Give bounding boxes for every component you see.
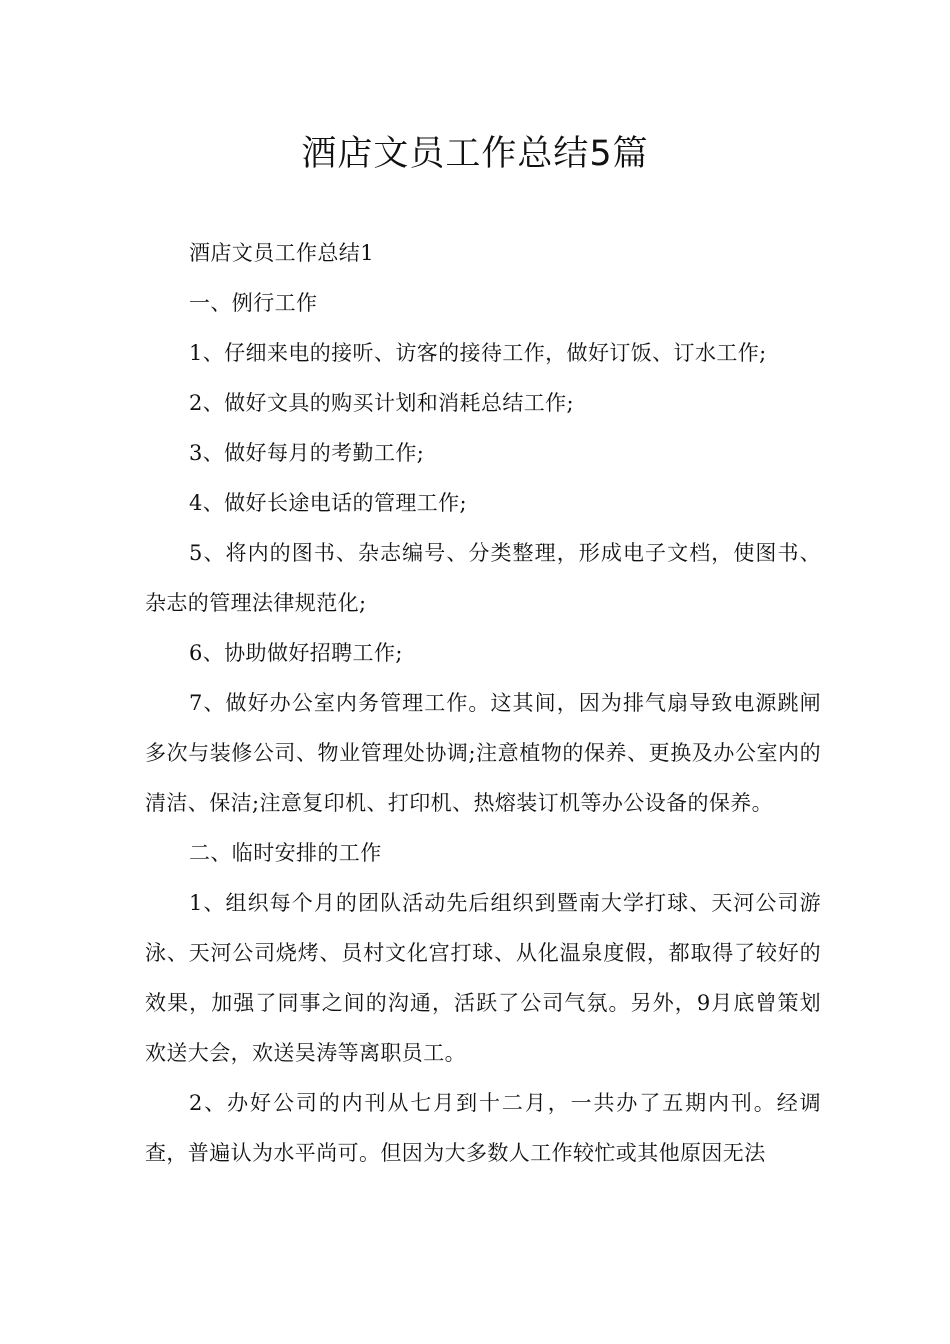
paragraph: 6、协助做好招聘工作; [189, 641, 403, 665]
paragraph: 2、办好公司的内刊从七月到十二月，一共办了五期内刊。经调查，普遍认为水平尚可。但因为大多数人工作较忙或其他原因无法 [145, 1091, 821, 1165]
section-heading: 酒店文员工作总结1 [189, 241, 374, 265]
paragraph: 1、组织每个月的团队活动先后组织到暨南大学打球、天河公司游泳、天河公司烧烤、员村文化宫打球、从化温泉度假，都取得了较好的效果，加强了同事之间的沟通，活跃了公司气氛。另外，9月底曾策划欢送大会，欢送吴涛等离职员工。 [145, 891, 821, 1065]
document-body [145, 228, 821, 1178]
paragraph: 7、做好办公室内务管理工作。这其间，因为排气扇导致电源跳闸多次与装修公司、物业管理处协调;注意植物的保养、更换及办公室内的清洁、保洁;注意复印机、打印机、热熔装订机等办公设备的保养。 [145, 691, 821, 815]
paragraph: 3、做好每月的考勤工作; [189, 441, 425, 465]
document-title: 酒店文员工作总结5篇 [301, 134, 649, 174]
paragraph: 2、做好文具的购买计划和消耗总结工作; [189, 391, 575, 415]
paragraph: 4、做好长途电话的管理工作; [189, 491, 468, 515]
paragraph: 1、仔细来电的接听、访客的接待工作，做好订饭、订水工作; [189, 341, 767, 365]
subsection-heading: 二、临时安排的工作 [189, 841, 382, 865]
paragraph: 5、将内的图书、杂志编号、分类整理，形成电子文档，使图书、杂志的管理法律规范化; [145, 541, 821, 615]
subsection-heading: 一、例行工作 [189, 291, 318, 315]
